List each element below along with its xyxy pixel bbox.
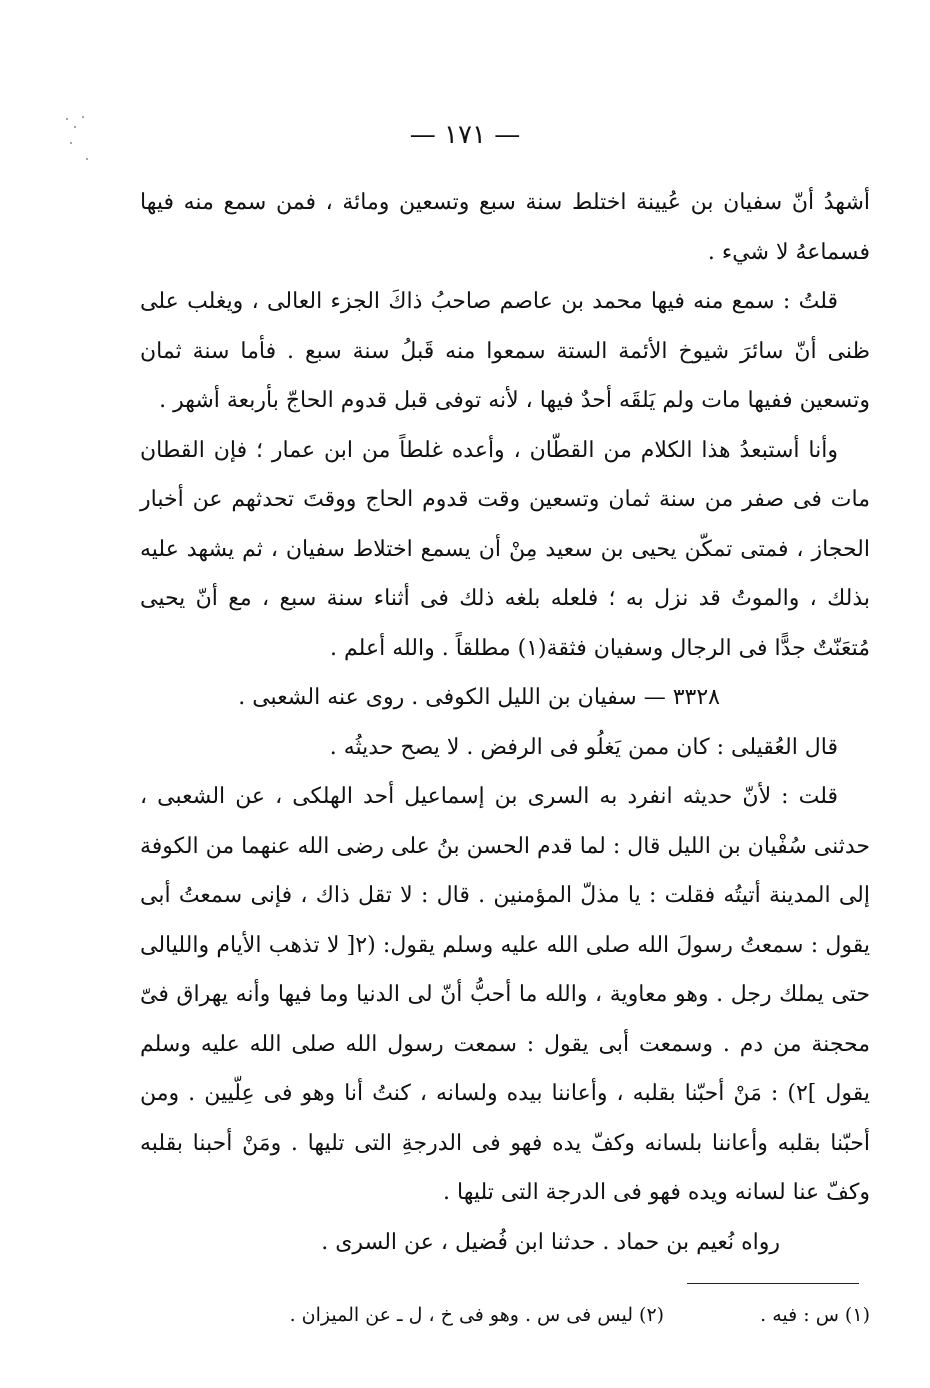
footnote-1: (١) س : فيه . [760, 1304, 870, 1326]
paragraph-riwaya: رواه نُعيم بن حماد . حدثنا ابن فُضيل ، عن السرى . [321, 1229, 780, 1255]
speck [82, 116, 84, 118]
paragraph-hadith: قلت : لأنّ حديثه انفرد به السرى بن إسماعيل أحد الهلكى ، عن الشعبى ، حدثنى سُفْيان بن الليل قال : لما قدم الحسن بنُ على رضى الله عنهما من الكوفة إلى المدينة أتيتُه فقلت : يا مذلّ المؤمنين . قال : لا تقل ذاك ، فإنى سمعتُ أبى يقول : سمعتُ رسولَ الله صلى الله عليه وسلم يقول: (٢[ لا تذهب الأيام والليالى حتى يملك رجل . وهو معاوية ، والله ما أحبُّ أنّ لى الدنيا وما فيها وأنه يهراق فىّ محجنة من دم . وسمعت أبى يقول : سمعت رسول الله صلى الله عليه وسلم يقول ]٢) : مَنْ أحبّنا بقلبه ، وأعاننا بيده ولسانه ، كنتُ أنا وهو فى عِلّيين . ومن أحبّنا بقلبه وأعاننا بلسانه وكفّ يده فهو فى الدرجةِ التى تليها . ومَنْ أحبنا بقلبه وكفّ عنا لسانه ويده فهو فى الدرجة التى تليها . [140, 784, 870, 1205]
main-text [140, 178, 870, 1267]
page-number: — ١٧١ — [409, 120, 521, 150]
footnote-divider [687, 1283, 859, 1284]
entry-heading: ٣٣٢٨ — سفيان بن الليل الكوفى . روى عنه الشعبى . [238, 685, 720, 710]
paragraph-3: وأنا أستبعدُ هذا الكلام من القطّان ، وأعده غلطاً من ابن عمار ؛ فإن القطان مات فى صفر من سنة ثمان وتسعين وقت قدوم الحاج ووقتَ تحدثهم عن أخبار الحجاز ، فمتى تمكّن يحيى بن سعيد مِنْ أن يسمع اختلاط سفيان ، ثم يشهد عليه بذلك ، والموتُ قد نزل به ؛ فلعله بلغه ذلك فى أثناء سنة سبع ، مع أنّ يحيى مُتعَنّتٌ جدًّا فى الرجال وسفيان فثقة(١) مطلقاً . والله أعلم . [140, 437, 870, 661]
footnotes [270, 1300, 870, 1330]
paragraph-1: أشهدُ أنّ سفيان بن عُيينة اختلط سنة سبع وتسعين ومائة ، فمن سمع منه فيها فسماعهُ لا شيء . [140, 190, 870, 265]
paragraph-2: قلتُ : سمع منه فيها محمد بن عاصم صاحبُ ذاكَ الجزء العالى ، ويغلب على ظنى أنّ سائرَ شيوخ الأئمة الستة سمعوا منه قَبلُ سنة سبع . فأما سنة ثمان وتسعين ففيها مات ولم يَلقَه أحدٌ فيها ، لأنه توفى قبل قدوم الحاجّ بأربعة أشهر . [140, 289, 870, 413]
paragraph-uqayli: قال العُقيلى : كان ممن يَغلُو فى الرفض . لا يصح حديثُه . [329, 734, 838, 760]
speck [86, 158, 88, 160]
footnote-2: (٢) ليس فى س . وهو فى خ ، ل ـ عن الميزان . [289, 1304, 665, 1326]
